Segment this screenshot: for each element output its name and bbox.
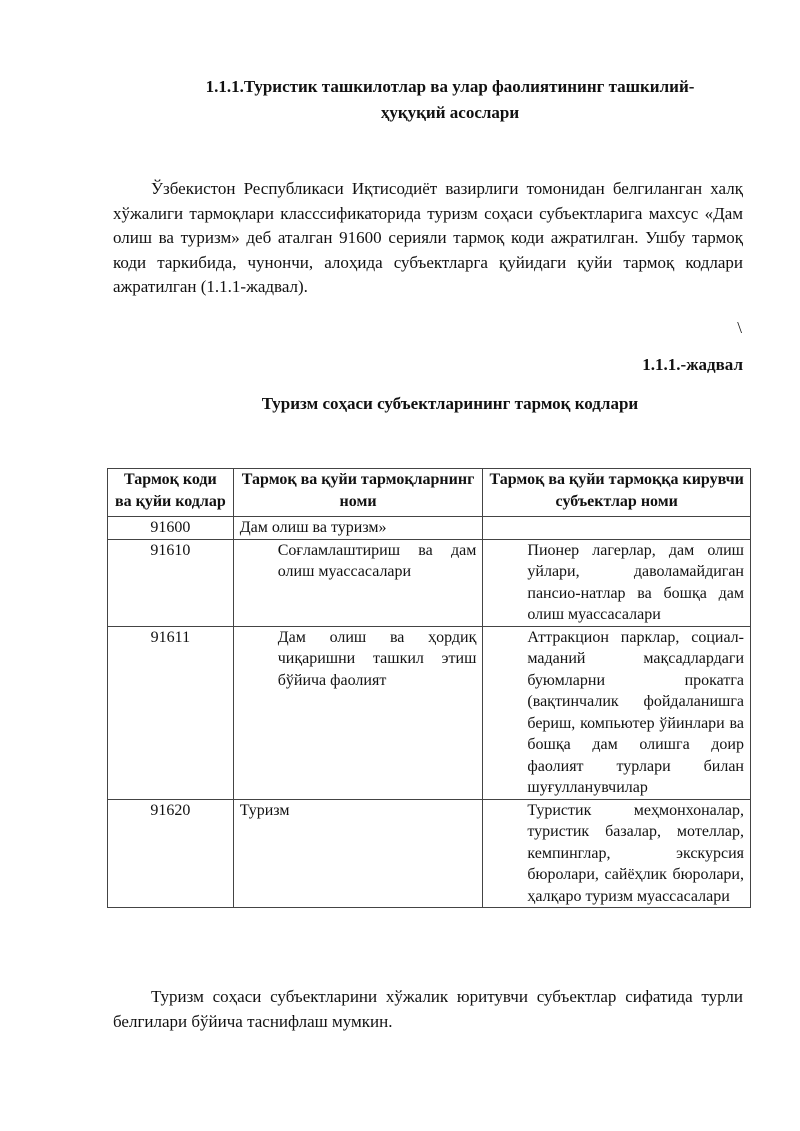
- section-heading-line-2: ҳуқуқий асослари: [380, 103, 520, 122]
- intro-paragraph: [113, 177, 743, 300]
- table-title: Туризм соҳаси субъектларининг тармоқ кодлари: [261, 394, 639, 413]
- table-header-row: [108, 469, 751, 517]
- row-subjects-text: Аттракцион парклар, социал-маданий мақсадлардаги буюмларни прокатга (вақтинчалик фойдаланишга бериш, компьютер ўйинлари ва бошқа дам олишга доир фаолият турлари билан шуғулланувчилар: [527, 628, 744, 796]
- row-subjects: [483, 539, 751, 626]
- table-row: [108, 539, 751, 626]
- row-code: 91600: [108, 517, 234, 540]
- row-subjects: [483, 626, 751, 799]
- closing-text: Туризм соҳаси субъектларини хўжалик юритувчи субъектлар сифатида турли белгилари бўйича таснифлаш мумкин.: [113, 987, 743, 1031]
- row-code: 91611: [108, 626, 234, 799]
- row-subjects: [483, 517, 751, 540]
- header-subjects: Тармоқ ва қуйи тармоққа кирувчи субъектлар номи: [483, 469, 751, 517]
- table-row: [108, 799, 751, 908]
- row-name-text: Соғламлаштириш ва дам олиш муассасалари: [277, 541, 477, 580]
- row-code: 91610: [108, 539, 234, 626]
- section-heading: [150, 74, 750, 126]
- table-row: [108, 517, 751, 540]
- intro-text: Ўзбекистон Республикаси Иқтисодиёт вазирлиги томонидан белгиланган халқ хўжалиги тармоқлари класссификаторида туризм соҳаси субъектларига махсус «Дам олиш ва туризм» деб аталган 91600 серияли тармоқ коди ажратилган. Ушбу тармоқ коди таркибида, чунончи, алоҳида субъектларга қуйидаги қуйи тармоқ кодлари ажратилган (1.1.1-жадвал).: [113, 179, 743, 296]
- table-number: 1.1.1.-жадвал: [642, 355, 743, 374]
- header-code: Тармоқ коди ва қуйи кодлар: [108, 469, 234, 517]
- row-code: 91620: [108, 799, 234, 908]
- table-row: [108, 626, 751, 799]
- row-subjects-text: Пионер лагерлар, дам олиш уйлари, даволамайдиган пансио-натлар ва бошқа дам олиш муассасалари: [527, 541, 744, 623]
- section-heading-line-1: 1.1.1.Туристик ташкилотлар ва улар фаолиятининг ташкилий-: [205, 77, 695, 96]
- row-name-text: Дам олиш ва ҳордиқ чиқаришни ташкил этиш бўйича фаолият: [277, 628, 477, 689]
- row-name: [233, 539, 483, 626]
- stray-backslash: \: [737, 318, 742, 337]
- row-name: Дам олиш ва туризм»: [233, 517, 483, 540]
- row-name: Туризм: [233, 799, 483, 908]
- row-name: [233, 626, 483, 799]
- row-subjects-text: Туристик меҳмонхоналар, туристик базалар, мотеллар, кемпинглар, экскурсия бюролари, сайёҳлик бюролари, ҳалқаро туризм муассасалари: [527, 801, 744, 905]
- closing-paragraph: [113, 985, 743, 1034]
- header-branch-name: Тармоқ ва қуйи тармоқларнинг номи: [233, 469, 483, 517]
- industry-codes-table: [107, 468, 751, 908]
- row-subjects: [483, 799, 751, 908]
